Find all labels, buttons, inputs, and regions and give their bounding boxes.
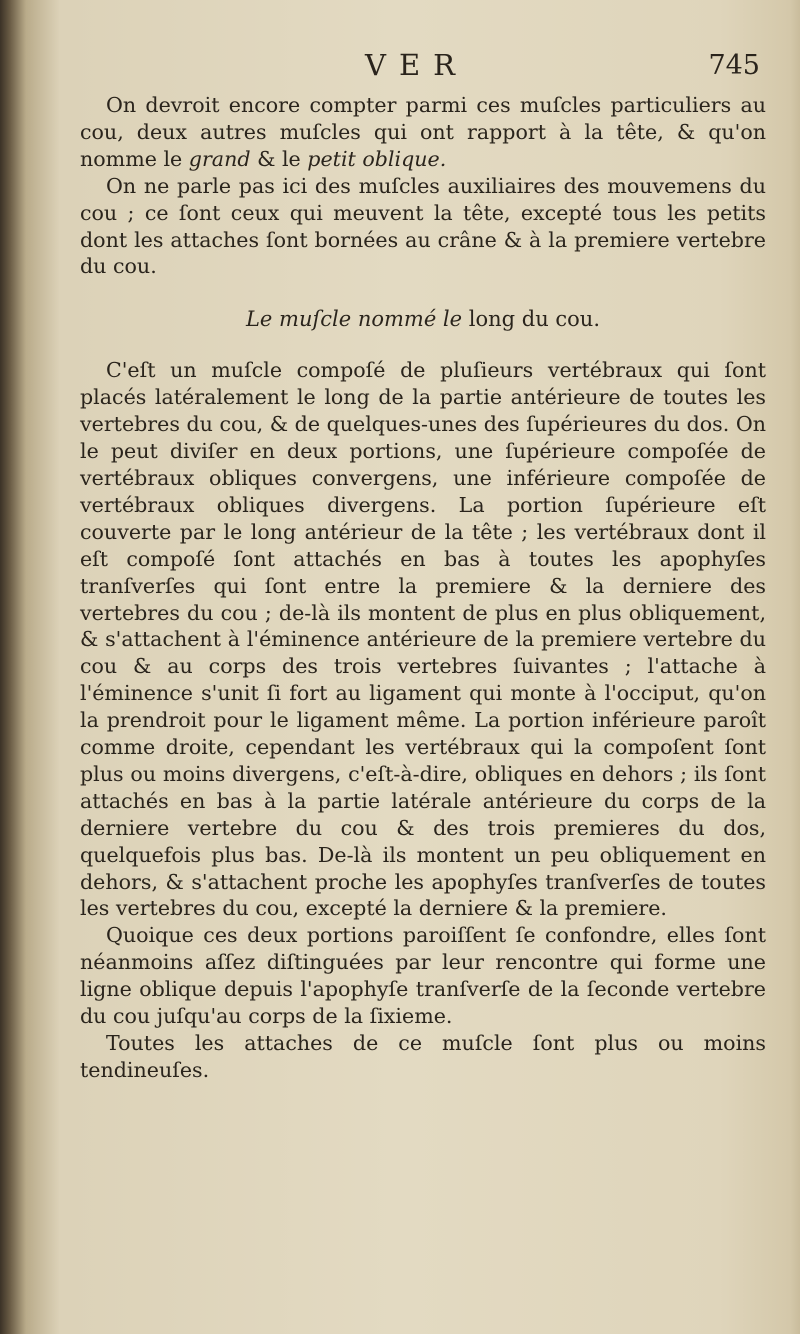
italic-term-petit-oblique: petit oblique. xyxy=(307,146,447,171)
paragraph-3: C'eſt un muſcle compoſé de pluſieurs vertébraux qui ſont placés latéralement le long de la partie antérieure de toutes les vertebres du cou, & de quelques-unes des ſupérieures du dos. On le peut diviſer en deux portions, une ſupérieure compoſée de vertébraux obliques convergens, une inférieure compoſée de vertébraux obliques divergens. La portion ſupérieure eſt couverte par le long antérieur de la tête ; les vertébraux dont il eſt compoſé ſont attachés en bas à toutes les apophyſes tranſverſes qui ſont entre la premiere & la derniere des vertebres du cou ; de-là ils montent de plus en plus obliquement, & s'attachent à l'éminence antérieure de la premiere vertebre du cou & au corps des trois vertebres ſuivantes ; l'attache à l'éminence s'unit ſi fort au ligament qui monte à l'occiput, qu'on la prendroit pour le ligament même. La portion inférieure paroît comme droite, cependant les vertébraux qui la compoſent ſont plus ou moins divergens, c'eſt-à-dire, obliques en dehors ; ils ſont attachés en bas à la partie latérale antérieure du corps de la derniere vertebre du cou & des trois premieres du dos, quelquefois plus bas. De-là ils montent un peu obliquement en dehors, & s'attachent proche les apophyſes tranſverſes de toutes les vertebres du cou, excepté la derniere & la premiere. xyxy=(80,358,766,921)
page-number: 745 xyxy=(708,50,760,81)
section-title-italic: Le muſcle nommé le xyxy=(245,307,463,332)
paragraph-2: On ne parle pas ici des muſcles auxiliaires des mouvemens du cou ; ce ſont ceux qui meuvent la tête, excepté tous les petits dont les attaches ſont bornées au crâne & à la premiere vertebre du cou. xyxy=(80,173,766,279)
paragraph-1-text-a: On devroit encore compter parmi ces muſcles particuliers au cou, deux autres muſcles qui ont rapport à la tête, & qu'on nomme le xyxy=(80,93,766,171)
paragraph-5: Toutes les attaches de ce muſcle ſont plus ou moins tendineuſes. xyxy=(80,1031,766,1082)
section-title-roman: long du cou. xyxy=(462,307,601,332)
paragraph-1 xyxy=(80,92,766,173)
section-title xyxy=(80,306,766,333)
page-text xyxy=(80,44,766,1084)
paragraph-1-text-b: & le xyxy=(250,146,308,171)
italic-term-grand: grand xyxy=(188,146,251,171)
page-header xyxy=(80,44,766,92)
running-head: VER xyxy=(365,48,468,82)
paragraph-4: Quoique ces deux portions paroiſſent ſe confondre, elles ſont néanmoins aſſez diſtinguées par leur rencontre qui forme une ligne oblique depuis l'apophyſe tranſverſe de la ſeconde vertebre du cou juſqu'au corps de la ſixieme. xyxy=(80,923,766,1029)
